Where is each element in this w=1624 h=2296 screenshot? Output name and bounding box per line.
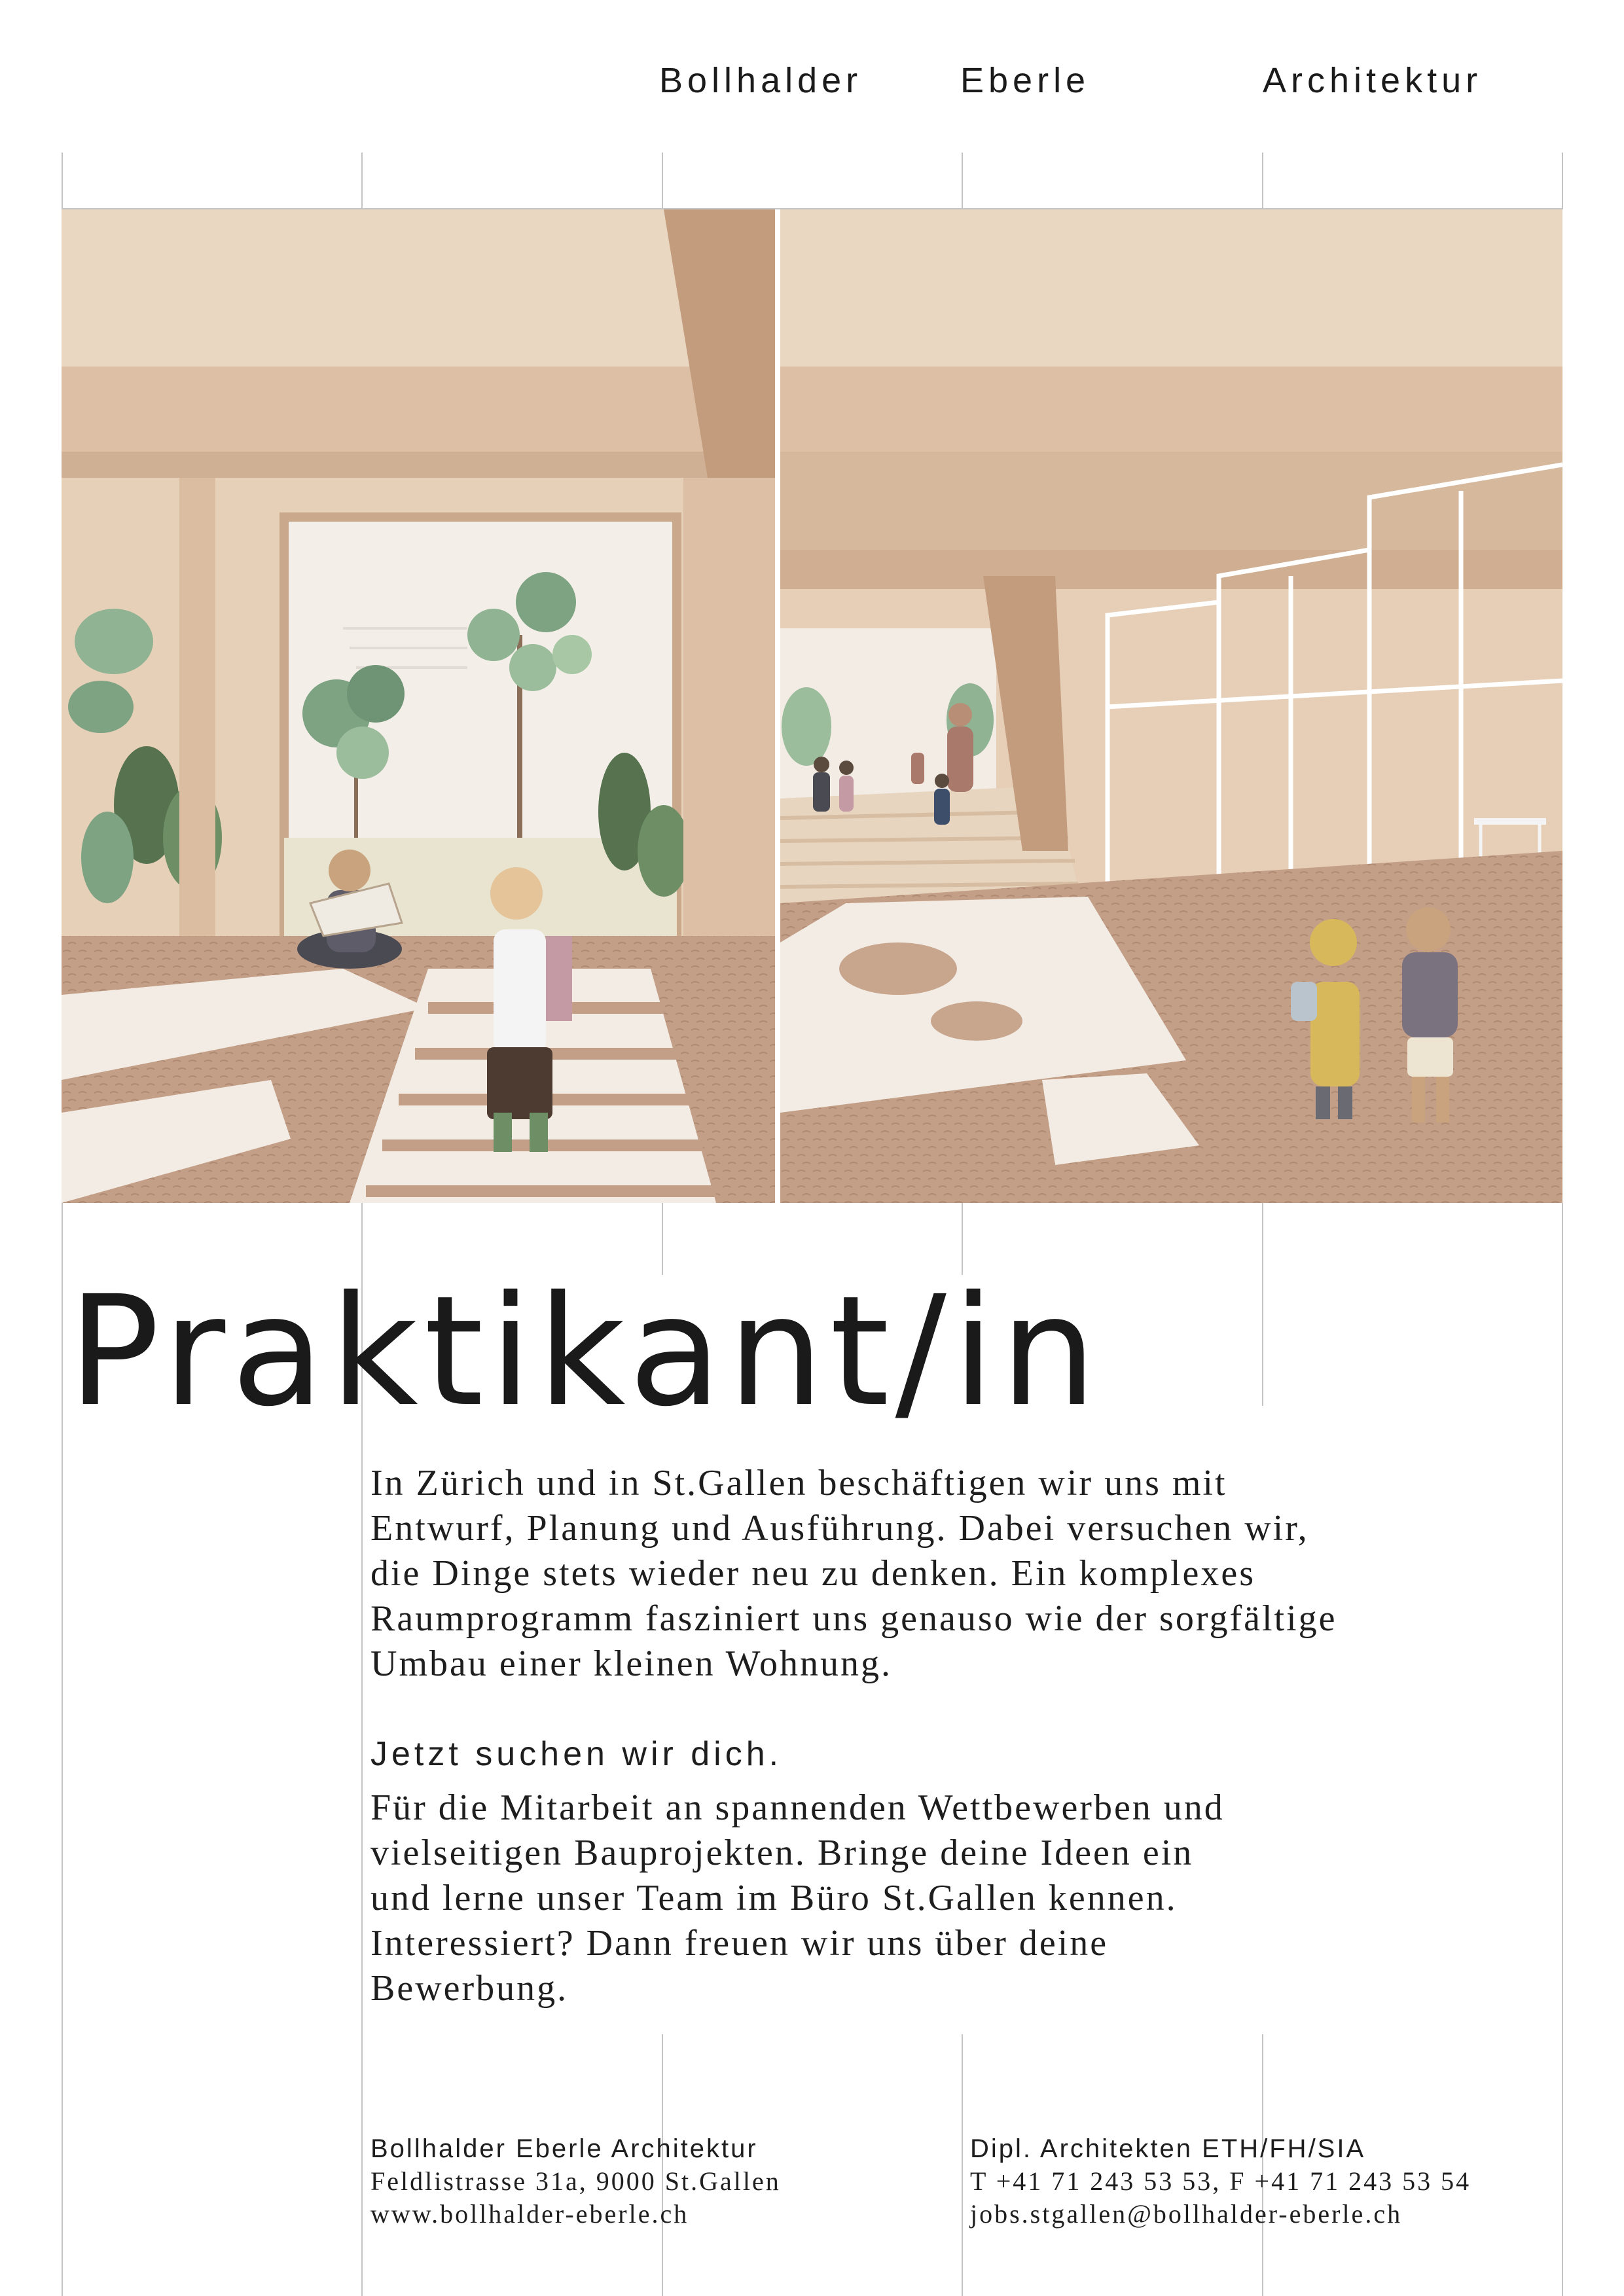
body-paragraph xyxy=(370,1785,1568,2011)
grid-line xyxy=(1562,152,1563,209)
right-panel-scene xyxy=(780,209,1562,1203)
website-link[interactable]: www.bollhalder-eberle.ch xyxy=(370,2199,689,2229)
left-panel-scene xyxy=(62,209,775,1203)
grid-line xyxy=(962,152,963,209)
section-heading: Jetzt suchen wir dich. xyxy=(370,1735,783,1773)
brand-name-eberle: Eberle xyxy=(960,61,1091,100)
email-link[interactable]: jobs.stgallen@bollhalder-eberle.ch xyxy=(970,2199,1403,2229)
credentials: Dipl. Architekten ETH/FH/SIA xyxy=(970,2134,1366,2163)
grid-line xyxy=(1262,1203,1263,1406)
ceiling-beam xyxy=(62,367,775,452)
grid-line xyxy=(662,152,663,209)
intro-line: die Dinge stets wieder neu zu denken. Ein komplexes xyxy=(370,1553,1255,1594)
column xyxy=(683,478,775,962)
intro-line: Raumprogramm fasziniert uns genauso wie der sorgfältige xyxy=(370,1598,1337,1639)
company-name: Bollhalder Eberle Architektur xyxy=(370,2134,758,2163)
panel-divider xyxy=(775,209,780,1203)
ceiling xyxy=(780,209,1562,367)
grid-line xyxy=(361,152,363,209)
grid-line xyxy=(962,2034,963,2296)
job-title: Praktikant/in xyxy=(68,1263,1103,1440)
adult-figure xyxy=(947,703,973,792)
footer-contact-left xyxy=(370,2132,781,2231)
grid-line xyxy=(1562,1203,1563,2296)
brand-name-bollhalder: Bollhalder xyxy=(659,61,863,100)
grid-line xyxy=(62,1203,63,2296)
interior-illustration xyxy=(62,209,1562,1203)
intro-line: Umbau einer kleinen Wohnung. xyxy=(370,1643,892,1684)
ceiling-beam xyxy=(780,452,1562,550)
grid-line xyxy=(62,152,63,209)
footer-contact-right xyxy=(970,2132,1471,2231)
body-line: und lerne unser Team im Büro St.Gallen kennen. xyxy=(370,1878,1178,1918)
column xyxy=(179,478,215,936)
ceiling-beam xyxy=(780,550,1562,589)
intro-paragraph xyxy=(370,1461,1568,1687)
intro-line: In Zürich und in St.Gallen beschäftigen wir uns mit xyxy=(370,1463,1227,1503)
ceiling-beam-shadow xyxy=(62,452,775,478)
ceiling-beam xyxy=(780,367,1562,452)
address: Feldlistrasse 31a, 9000 St.Gallen xyxy=(370,2166,781,2196)
body-line: Bewerbung. xyxy=(370,1968,569,2009)
brand-name-architektur: Architektur xyxy=(1263,61,1483,100)
grid-line xyxy=(1262,152,1263,209)
body-line: Für die Mitarbeit an spannenden Wettbewerben und xyxy=(370,1787,1225,1828)
intro-line: Entwurf, Planung und Ausführung. Dabei versuchen wir, xyxy=(370,1508,1309,1549)
phone-fax: T +41 71 243 53 53, F +41 71 243 53 54 xyxy=(970,2166,1471,2196)
body-line: vielseitigen Bauprojekten. Bringe deine Ideen ein xyxy=(370,1833,1194,1873)
body-line: Interessiert? Dann freuen wir uns über deine xyxy=(370,1923,1109,1964)
